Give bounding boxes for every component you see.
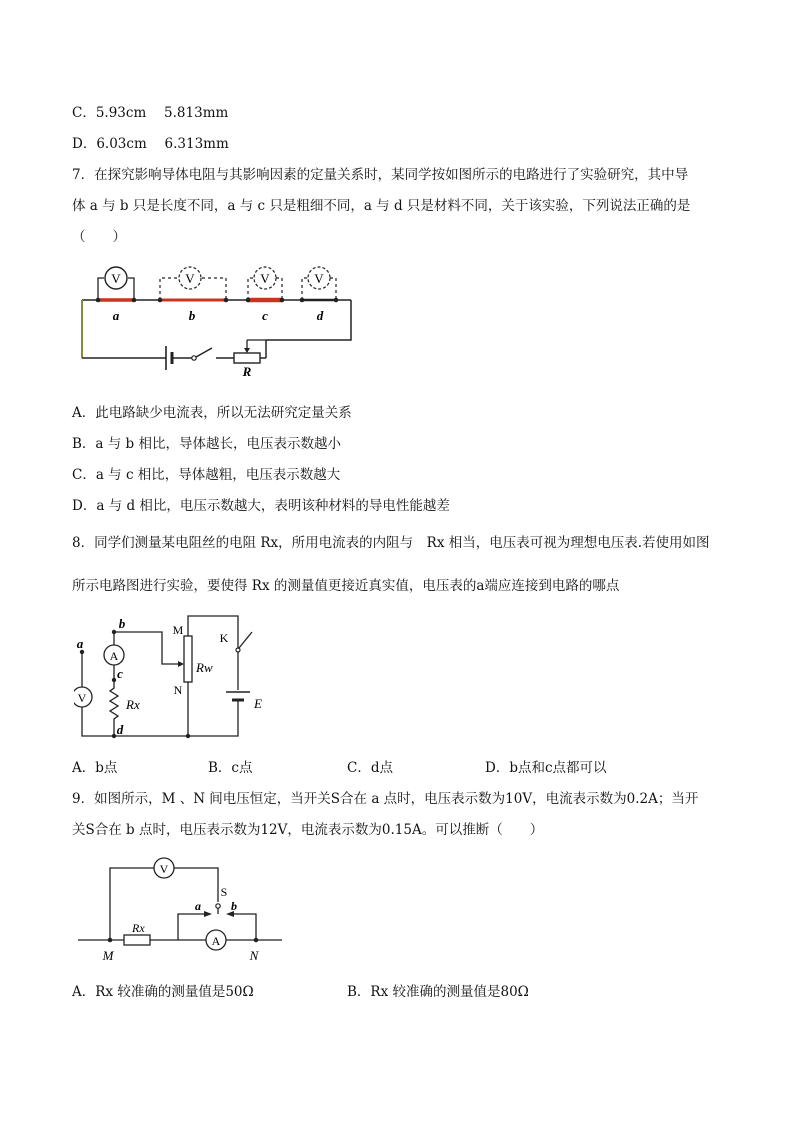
q7-option-d[interactable]: D．a 与 d 相比，电压示数越大，表明该种材料的导电性能越差 bbox=[72, 498, 450, 514]
svg-text:V: V bbox=[185, 271, 195, 286]
q7-stem-line3: （ ） bbox=[72, 229, 126, 245]
q7-circuit-figure bbox=[76, 262, 358, 378]
q9-stem-line1: 9．如图所示，M 、N 间电压恒定，当开关S合在 a 点时，电压表示数为10V，电流表示数为0.2A；当开 bbox=[72, 791, 699, 807]
svg-text:R: R bbox=[242, 364, 252, 378]
svg-text:V: V bbox=[159, 862, 169, 876]
svg-text:c: c bbox=[262, 308, 268, 323]
svg-text:d: d bbox=[116, 722, 124, 737]
prev-option-c: C．5.93cm 5.813mm bbox=[72, 105, 229, 121]
svg-text:S: S bbox=[220, 885, 228, 899]
svg-text:A: A bbox=[109, 649, 119, 663]
svg-text:a: a bbox=[195, 899, 201, 913]
svg-text:b: b bbox=[118, 616, 126, 631]
svg-text:d: d bbox=[316, 308, 324, 323]
svg-text:Rw: Rw bbox=[196, 660, 213, 675]
svg-text:V: V bbox=[111, 271, 121, 286]
svg-text:Rx: Rx bbox=[126, 697, 140, 712]
switch-blade bbox=[196, 348, 212, 357]
rheostat bbox=[234, 353, 260, 363]
svg-text:N: N bbox=[249, 948, 259, 963]
svg-text:V: V bbox=[314, 271, 324, 286]
svg-text:Rx: Rx bbox=[132, 921, 145, 935]
svg-text:b: b bbox=[188, 308, 196, 323]
svg-text:A: A bbox=[211, 934, 221, 948]
q9-option-b[interactable]: B．Rx 较准确的测量值是80Ω bbox=[347, 984, 529, 1000]
svg-text:N: N bbox=[173, 683, 183, 697]
q8-circuit-figure bbox=[74, 612, 274, 746]
resistor-rx bbox=[124, 935, 150, 945]
rheostat-rw bbox=[184, 636, 192, 682]
svg-text:E: E bbox=[254, 696, 262, 711]
svg-text:V: V bbox=[77, 691, 87, 705]
q8-stem-line2: 所示电路图进行实验，要使得 Rx 的测量值更接近真实值，电压表的a端应连接到电路的哪点 bbox=[72, 578, 620, 594]
q7-option-c[interactable]: C．a 与 c 相比，导体越粗，电压表示数越大 bbox=[72, 467, 341, 483]
q7-stem-line1: 7．在探究影响导体电阻与其影响因素的定量关系时，某同学按如图所示的电路进行了实验研究，其中导 bbox=[72, 167, 689, 183]
q9-stem-line2: 关S合在 b 点时，电压表示数为12V，电流表示数为0.15A。可以推断（ ） bbox=[72, 822, 544, 838]
q8-option-a[interactable]: A．b点 bbox=[72, 760, 118, 776]
svg-text:V: V bbox=[260, 271, 270, 286]
q8-stem-line1: 8．同学们测量某电阻丝的电阻 Rx，所用电流表的内阻与 Rx 相当，电压表可视为理想电压表.若使用如图 bbox=[72, 535, 710, 551]
q7-option-b[interactable]: B．a 与 b 相比，导体越长，电压表示数越小 bbox=[72, 436, 341, 452]
switch-k bbox=[239, 632, 252, 648]
svg-text:c: c bbox=[117, 666, 123, 681]
svg-text:a: a bbox=[112, 308, 120, 323]
q7-stem-line2: 体 a 与 b 只是长度不同，a 与 c 只是粗细不同，a 与 d 只是材料不同，关于该实验，下列说法正确的是 bbox=[72, 198, 691, 214]
svg-text:K: K bbox=[219, 631, 229, 645]
q9-circuit-figure bbox=[76, 852, 288, 964]
svg-text:b: b bbox=[231, 899, 237, 913]
q9-option-a[interactable]: A．Rx 较准确的测量值是50Ω bbox=[72, 984, 254, 1000]
svg-text:M: M bbox=[102, 948, 114, 963]
prev-option-d: D．6.03cm 6.313mm bbox=[72, 136, 229, 152]
q7-option-a[interactable]: A．此电路缺少电流表，所以无法研究定量关系 bbox=[72, 405, 352, 421]
svg-text:a: a bbox=[76, 636, 84, 651]
q8-option-d[interactable]: D．b点和c点都可以 bbox=[485, 760, 607, 776]
svg-text:M: M bbox=[172, 623, 184, 637]
q8-option-b[interactable]: B．c点 bbox=[208, 760, 253, 776]
q8-option-c[interactable]: C．d点 bbox=[347, 760, 393, 776]
